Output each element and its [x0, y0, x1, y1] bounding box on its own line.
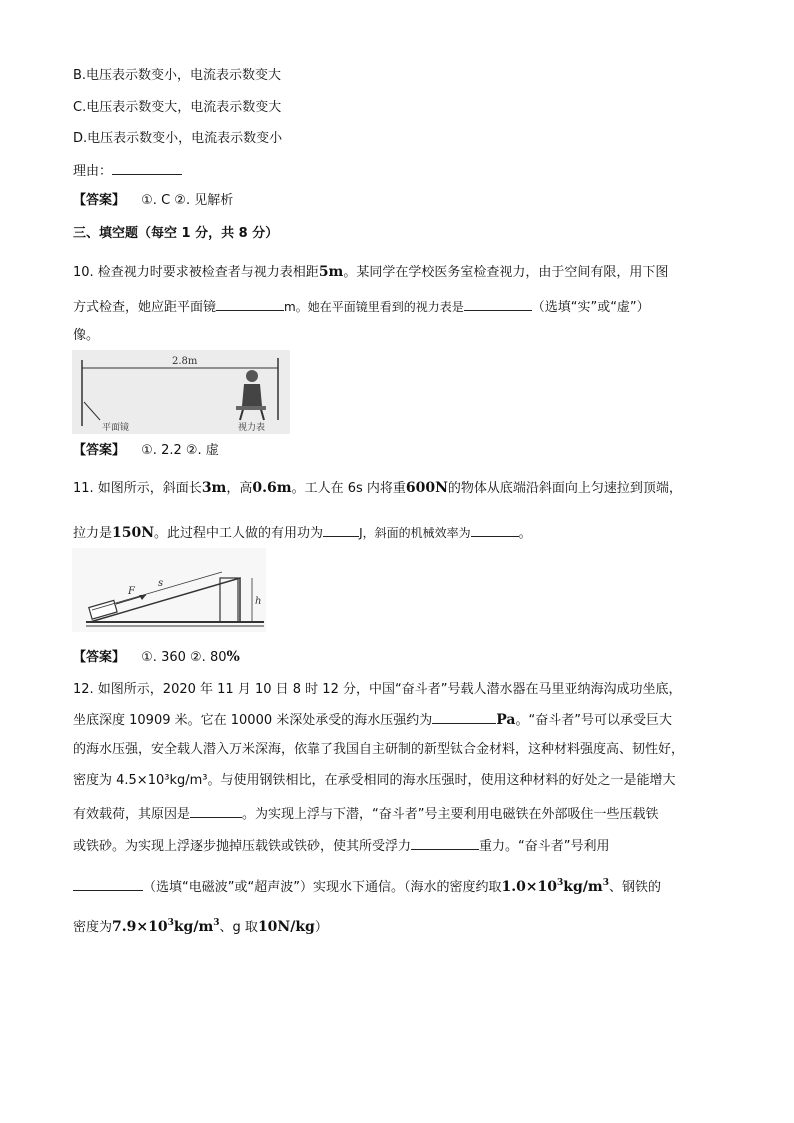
q10-line1	[73, 262, 668, 283]
q11-text: 的物体从底端沿斜面向上匀速拉到顶端，	[447, 481, 682, 496]
answer-text: ①. 2.2 ②. 虚	[141, 443, 219, 458]
q10-blank-1[interactable]	[216, 296, 284, 311]
q11-answer	[73, 647, 240, 668]
q12-text: 。为实现上浮与下潜，“奋斗者”号主要利用电磁铁在外部吸住一些压载铁	[242, 807, 659, 822]
q11-text: 。	[518, 526, 532, 541]
q12-text: 有效载荷，其原因是	[73, 807, 191, 822]
q10-text: （选填“实”或“虚”）	[531, 300, 650, 315]
option-d: D.电压表示数变小，电流表示数变小	[73, 131, 283, 146]
answer-label: 【答案】	[73, 443, 126, 458]
q10-blank-2[interactable]	[464, 296, 532, 311]
q12-text: 、钢铁的	[608, 880, 661, 895]
q10-text: 方式检查，她应距平面镜	[73, 300, 217, 315]
q12-line4: 密度为 4.5×10³kg/m³。与使用钢铁相比，在承受相同的海水压强时，使用这种材料的好处之一是能增大	[73, 773, 676, 788]
g-value: 10N/kg	[257, 919, 315, 935]
rho-sea-value: $1.0\times 10^3kg/m^3$	[501, 878, 609, 895]
q11-line1	[73, 478, 682, 499]
q11-blank-1[interactable]	[323, 522, 359, 537]
q11-force-value: 150N	[112, 525, 155, 541]
fig-mirror-label: 平面镜	[102, 423, 130, 433]
q12-text: （选填“电磁波”或“超声波”）实现水下通信。（海水的密度约取	[143, 880, 502, 895]
q12-line8	[73, 917, 328, 939]
fig-force-label: F	[128, 586, 135, 597]
mirror-figure	[72, 350, 290, 434]
answer-label: 【答案】	[73, 193, 126, 208]
q11-line2	[73, 522, 532, 544]
q10-text: m。她在平面镜里看到的视力表是	[284, 300, 464, 314]
q11-text: 拉力是	[73, 526, 113, 541]
option-c: C.电压表示数变大，电流表示数变大	[73, 100, 282, 115]
answer-text: ①. C ②. 见解析	[141, 193, 234, 208]
q11-blank-2[interactable]	[471, 522, 519, 537]
q11-text: 。工人在 6s 内将重	[291, 481, 406, 496]
q11-text: ，高	[226, 481, 253, 496]
q12-text: 坐底深度 10909 米。它在 10000 米深处承受的海水压强约为	[73, 713, 433, 728]
q12-text: 。“奋斗者”号可以承受巨大	[515, 713, 672, 728]
q11-text: 11. 如图所示，斜面长	[73, 481, 202, 496]
q12-text: ）	[314, 920, 328, 935]
q12-line1: 12. 如图所示，2020 年 11 月 10 日 8 时 12 分，中国“奋斗者”号载人潜水器在马里亚纳海沟成功坐底，	[73, 682, 682, 697]
fig-distance-label: 2.8m	[172, 356, 198, 367]
q11-height-value: 0.6m	[252, 480, 292, 496]
answer-percent: %	[226, 649, 240, 665]
q9-answer	[73, 191, 233, 211]
q11-text: 。此过程中工人做的有用功为	[154, 526, 324, 541]
reason-label: 理由：	[73, 164, 113, 179]
q12-line3: 的海水压强，安全载人潜入万米深海，依靠了我国自主研制的新型钛合金材料，这种材料强度高、韧性好，	[73, 742, 685, 757]
q12-blank-pressure[interactable]	[432, 709, 496, 724]
q12-blank-comm[interactable]	[73, 876, 143, 891]
q12-line6	[73, 835, 610, 857]
q12-blank-reason[interactable]	[190, 803, 242, 818]
q10-text: 10. 检查视力时要求被检查者与视力表相距	[73, 265, 319, 280]
q12-text: 重力。“奋斗者”号利用	[479, 839, 610, 854]
q12-pa-unit: Pa	[496, 712, 516, 728]
fig-chart-label: 视力表	[238, 423, 266, 433]
q11-text: J，斜面的机械效率为	[359, 526, 471, 540]
answer-text: ①. 360 ②. 80	[141, 650, 227, 665]
q12-text: 密度为	[73, 920, 113, 935]
q12-text: 、g 取	[219, 920, 258, 935]
option-b: B.电压表示数变小，电流表示数变大	[73, 68, 282, 83]
q10-answer	[73, 441, 219, 461]
q12-text: 或铁砂。为实现上浮逐步抛掉压载铁或铁砂，使其所受浮力	[73, 839, 412, 854]
q10-line2	[73, 296, 650, 318]
reason-line	[73, 160, 182, 182]
fig-s-label: s	[158, 578, 164, 589]
rho-steel-value: $7.9\times 10^3kg/m^3$	[112, 918, 220, 935]
q10-text: 。某同学在学校医务室检查视力，由于空间有限，用下图	[343, 265, 669, 280]
fig-h-label: h	[255, 596, 262, 607]
answer-label: 【答案】	[73, 650, 126, 665]
q10-distance-value: 5m	[318, 264, 344, 280]
q11-length-value: 3m	[201, 480, 227, 496]
reason-blank[interactable]	[112, 160, 182, 175]
q12-line7	[73, 876, 661, 899]
incline-figure	[72, 548, 266, 632]
q10-line3: 像。	[73, 328, 100, 343]
q11-weight-value: 600N	[405, 480, 448, 496]
q12-blank-buoyancy[interactable]	[411, 835, 479, 850]
section-title: 三、填空题（每空 1 分，共 8 分）	[73, 226, 279, 241]
q12-line5	[73, 803, 659, 825]
q12-line2	[73, 709, 672, 731]
